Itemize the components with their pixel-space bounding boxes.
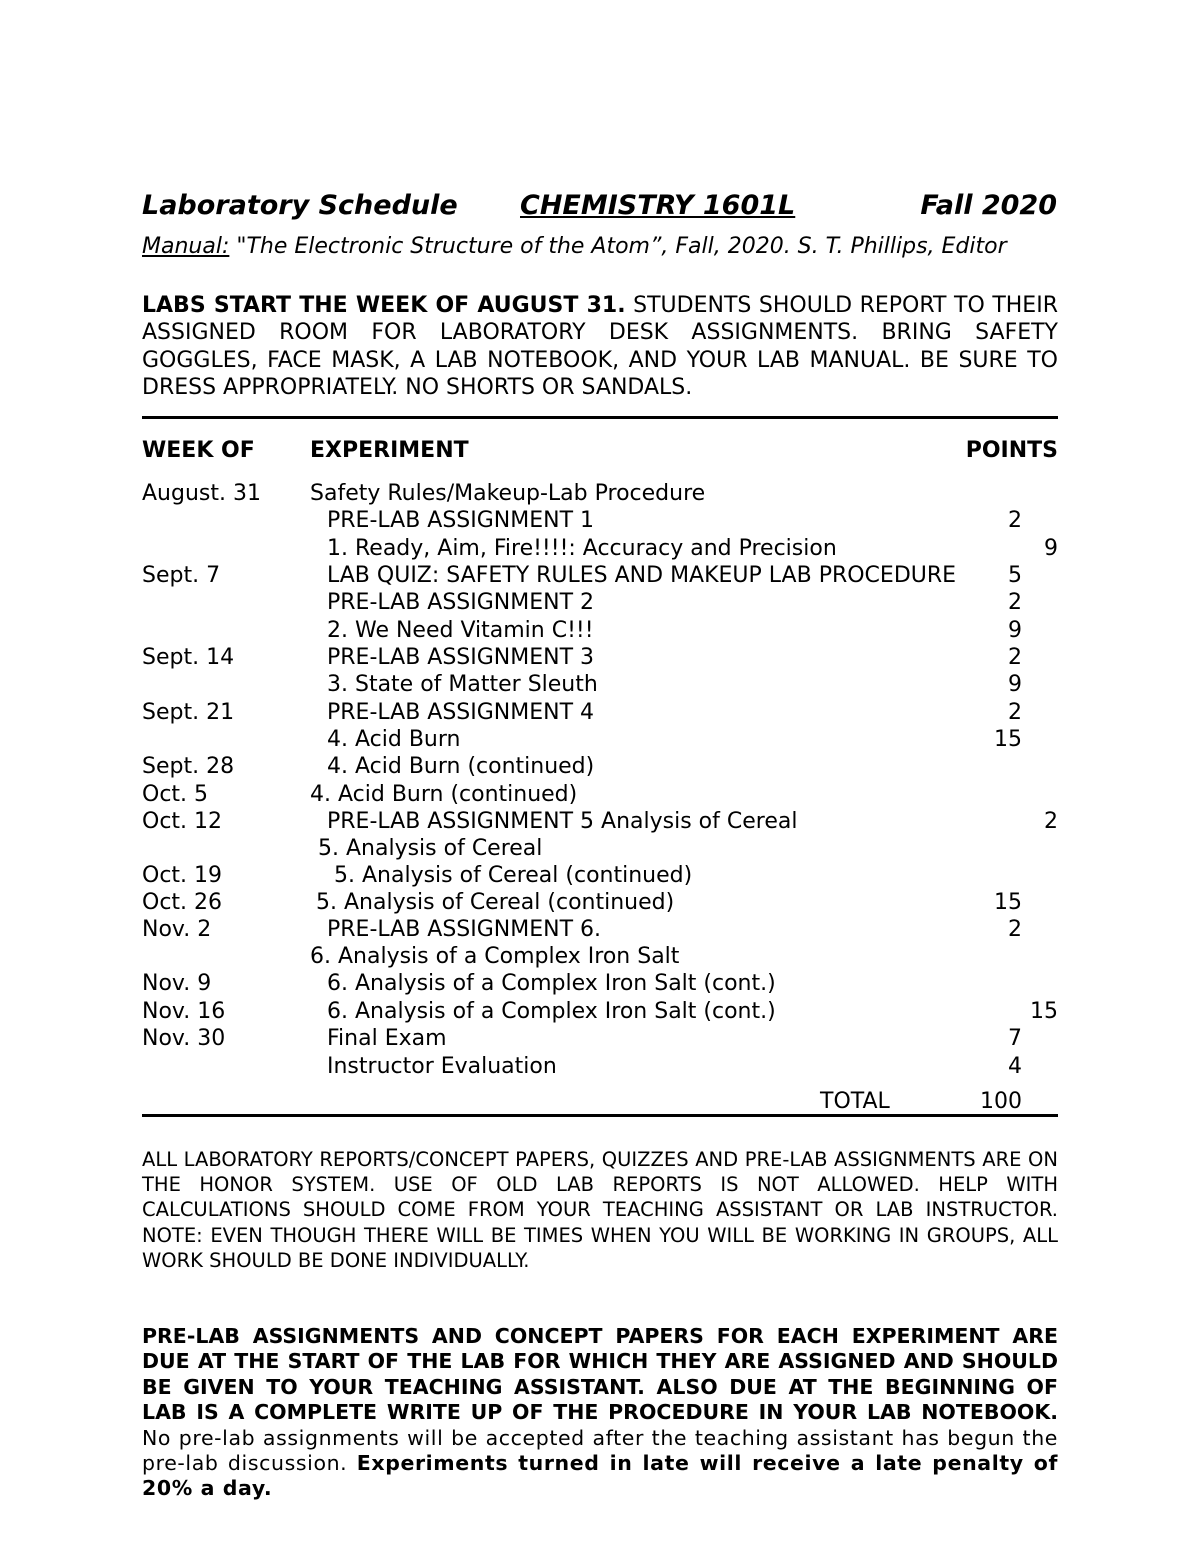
title-course: CHEMISTRY 1601L bbox=[520, 190, 796, 221]
row-experiment: LAB QUIZ: SAFETY RULES AND MAKEUP LAB PROCEDURE bbox=[327, 563, 957, 588]
row-week: Sept. 7 bbox=[142, 563, 221, 588]
row-week: Sept. 14 bbox=[142, 645, 235, 670]
table-row bbox=[0, 809, 1200, 836]
table-row bbox=[0, 754, 1200, 781]
honor-paragraph: ALL LABORATORY REPORTS/CONCEPT PAPERS, QUIZZES AND PRE-LAB ASSIGNMENTS ARE ON THE HONOR SYSTEM. USE OF OLD LAB REPORTS IS NOT ALLOWED. HELP WITH CALCULATIONS SHOULD COME FROM YOUR TEACHING ASSISTANT OR LAB INSTRUCTOR. NOTE: EVEN THOUGH THERE WILL BE TIMES WHEN YOU WILL BE WORKING IN GROUPS, ALL WORK SHOULD BE DONE INDIVIDUALLY. bbox=[142, 1148, 1058, 1272]
table-row bbox=[0, 863, 1200, 890]
row-week: Nov. 16 bbox=[142, 999, 226, 1024]
table-row bbox=[0, 727, 1200, 754]
table-row bbox=[0, 782, 1200, 809]
row-experiment: 1. Ready, Aim, Fire!!!!: Accuracy and Precision bbox=[327, 536, 837, 561]
row-points: 2 bbox=[1008, 508, 1022, 533]
row-points: 7 bbox=[1008, 1026, 1022, 1051]
table-row bbox=[0, 890, 1200, 917]
row-week: Oct. 5 bbox=[142, 782, 209, 807]
title-lab-schedule: Laboratory Schedule bbox=[142, 190, 458, 221]
table-row bbox=[0, 944, 1200, 971]
row-week: Sept. 21 bbox=[142, 700, 235, 725]
manual-text: "The Electronic Structure of the Atom”, Fall, 2020. S. T. Phillips, Editor bbox=[229, 234, 1007, 259]
row-week: Sept. 28 bbox=[142, 754, 235, 779]
row-experiment: 4. Acid Burn (continued) bbox=[310, 782, 578, 807]
column-header-points: POINTS bbox=[965, 438, 1058, 463]
row-experiment: 5. Analysis of Cereal bbox=[318, 836, 543, 861]
table-row bbox=[0, 700, 1200, 727]
row-points: 4 bbox=[1008, 1054, 1022, 1079]
intro-bold: LABS START THE WEEK OF AUGUST 31. bbox=[142, 293, 626, 318]
due-bold-text: PRE-LAB ASSIGNMENTS AND CONCEPT PAPERS FOR EACH EXPERIMENT ARE DUE AT THE START OF THE LAB FOR WHICH THEY ARE ASSIGNED AND SHOULD BE GIVEN TO YOUR TEACHING ASSISTANT. ALSO DUE AT THE BEGINNING OF LAB IS A COMPLETE WRITE UP OF THE PROCEDURE IN YOUR LAB NOTEBOOK. bbox=[142, 1324, 1058, 1425]
column-header-week: WEEK OF bbox=[142, 438, 255, 463]
row-points: 2 bbox=[1008, 917, 1022, 942]
row-experiment: PRE-LAB ASSIGNMENT 5 Analysis of Cereal bbox=[327, 809, 798, 834]
row-points: 2 bbox=[1044, 809, 1058, 834]
row-week: Oct. 12 bbox=[142, 809, 223, 834]
table-row bbox=[0, 836, 1200, 863]
row-week: Nov. 9 bbox=[142, 971, 212, 996]
divider-top bbox=[142, 416, 1058, 419]
table-row bbox=[0, 536, 1200, 563]
row-points: 2 bbox=[1008, 645, 1022, 670]
row-experiment: 6. Analysis of a Complex Iron Salt (cont.) bbox=[327, 971, 776, 996]
row-experiment: PRE-LAB ASSIGNMENT 3 bbox=[327, 645, 595, 670]
intro-paragraph bbox=[142, 292, 1058, 401]
row-experiment: PRE-LAB ASSIGNMENT 6. bbox=[327, 917, 602, 942]
title-term: Fall 2020 bbox=[920, 190, 1057, 221]
row-week: Nov. 2 bbox=[142, 917, 212, 942]
table-row bbox=[0, 618, 1200, 645]
row-experiment: PRE-LAB ASSIGNMENT 4 bbox=[327, 700, 595, 725]
row-points: 15 bbox=[994, 727, 1022, 752]
divider-bottom bbox=[142, 1114, 1058, 1117]
row-experiment: 5. Analysis of Cereal (continued) bbox=[334, 863, 693, 888]
row-points: 9 bbox=[1008, 618, 1022, 643]
table-row bbox=[0, 563, 1200, 590]
row-points: 15 bbox=[1030, 999, 1058, 1024]
total-row bbox=[0, 1089, 1200, 1116]
row-points: 9 bbox=[1044, 536, 1058, 561]
row-experiment: PRE-LAB ASSIGNMENT 1 bbox=[327, 508, 595, 533]
row-experiment: 4. Acid Burn (continued) bbox=[327, 754, 595, 779]
table-row bbox=[0, 1054, 1200, 1081]
table-row bbox=[0, 971, 1200, 998]
row-experiment: Instructor Evaluation bbox=[327, 1054, 557, 1079]
table-row bbox=[0, 481, 1200, 508]
row-points: 2 bbox=[1008, 700, 1022, 725]
table-row bbox=[0, 590, 1200, 617]
row-experiment: 4. Acid Burn bbox=[327, 727, 461, 752]
table-row bbox=[0, 508, 1200, 535]
total-value: 100 bbox=[980, 1089, 1022, 1114]
row-points: 9 bbox=[1008, 672, 1022, 697]
total-label: TOTAL bbox=[820, 1089, 890, 1114]
row-experiment: 6. Analysis of a Complex Iron Salt bbox=[310, 944, 680, 969]
row-week: August. 31 bbox=[142, 481, 261, 506]
row-experiment: 2. We Need Vitamin C!!! bbox=[327, 618, 594, 643]
late-penalty-text: Experiments turned in late will receive a late penalty of 20% a day. bbox=[142, 1451, 1058, 1501]
due-paragraph bbox=[142, 1324, 1058, 1502]
row-points: 5 bbox=[1008, 563, 1022, 588]
row-points: 2 bbox=[1008, 590, 1022, 615]
intro-text: STUDENTS SHOULD REPORT TO THEIR ASSIGNED ROOM FOR LABORATORY DESK ASSIGNMENTS. BRING SAFETY GOGGLES, FACE MASK, A LAB NOTEBOOK, AND YOUR LAB MANUAL. BE SURE TO DRESS APPROPRIATELY. NO SHORTS OR SANDALS. bbox=[142, 293, 1058, 400]
row-experiment: Final Exam bbox=[327, 1026, 447, 1051]
row-points: 15 bbox=[994, 890, 1022, 915]
table-row bbox=[0, 645, 1200, 672]
row-experiment: PRE-LAB ASSIGNMENT 2 bbox=[327, 590, 595, 615]
row-week: Nov. 30 bbox=[142, 1026, 226, 1051]
row-experiment: 6. Analysis of a Complex Iron Salt (cont.) bbox=[327, 999, 776, 1024]
row-experiment: 5. Analysis of Cereal (continued) bbox=[316, 890, 675, 915]
row-experiment: Safety Rules/Makeup-Lab Procedure bbox=[310, 481, 706, 506]
table-row bbox=[0, 999, 1200, 1026]
row-week: Oct. 26 bbox=[142, 890, 223, 915]
table-row bbox=[0, 917, 1200, 944]
table-row bbox=[0, 672, 1200, 699]
row-experiment: 3. State of Matter Sleuth bbox=[327, 672, 598, 697]
manual-label: Manual: bbox=[142, 234, 230, 259]
column-header-experiment: EXPERIMENT bbox=[310, 438, 469, 463]
row-week: Oct. 19 bbox=[142, 863, 223, 888]
manual-line bbox=[142, 229, 1062, 264]
table-row bbox=[0, 1026, 1200, 1053]
due-normal-text: No pre-lab assignments will be accepted after the teaching assistant has begun the pre-lab discussion. bbox=[142, 1425, 1058, 1476]
